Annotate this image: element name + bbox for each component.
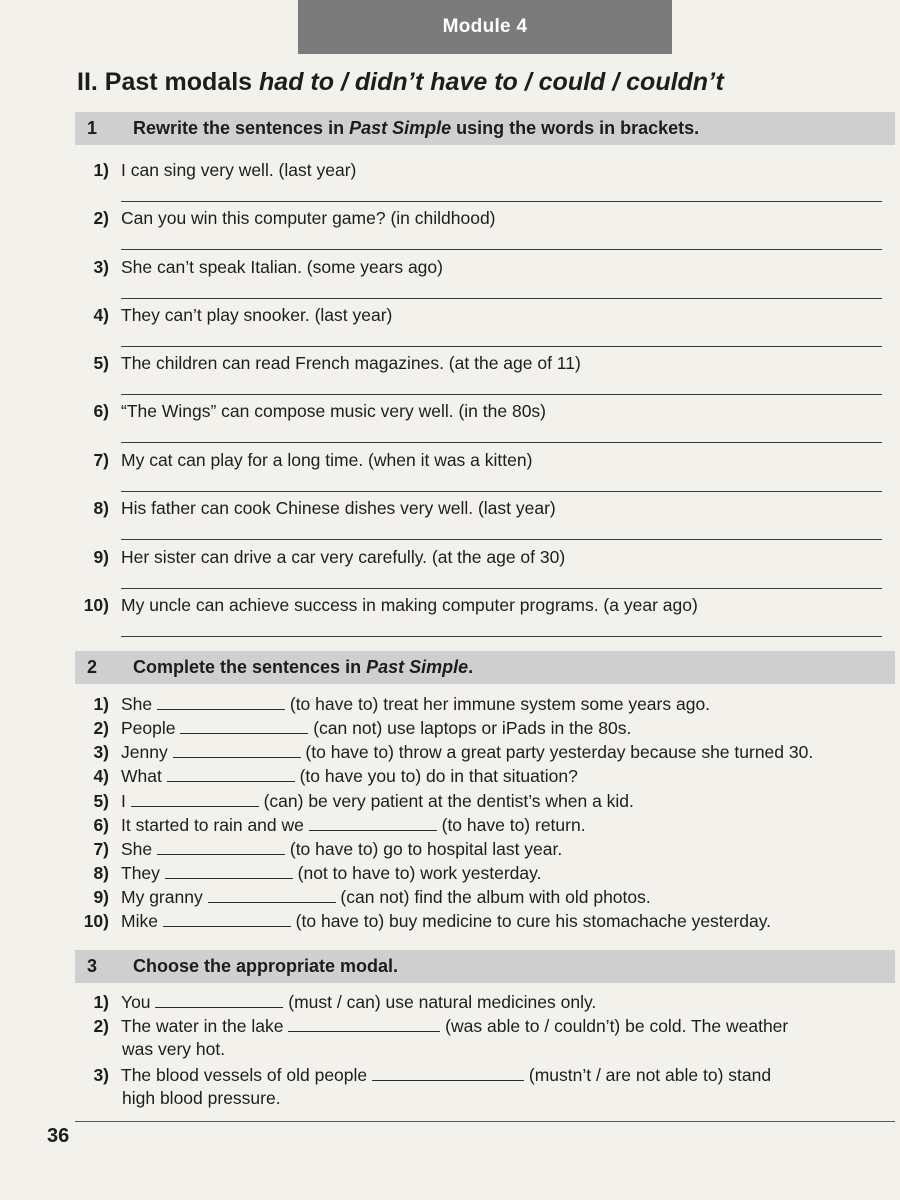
item-number: 9) — [93, 887, 109, 907]
task1-sentence — [76, 594, 890, 616]
item-number: 1) — [93, 992, 109, 1012]
sentence-start: I — [121, 791, 131, 811]
task1-sentence — [76, 400, 890, 422]
task2-sentence — [76, 741, 890, 763]
module-tab: Module 4 — [298, 0, 672, 54]
task2-sentence — [76, 862, 890, 884]
answer-blank[interactable] — [157, 693, 285, 710]
task3-sentence — [76, 1015, 890, 1037]
task1-sentence — [76, 352, 890, 374]
sentence-text: The children can read French magazines. (at the age of 11) — [121, 353, 581, 373]
task-2-header: 2 Complete the sentences in Past Simple. — [75, 651, 895, 684]
item-number: 1) — [93, 160, 109, 180]
sentence-start: My granny — [121, 887, 208, 907]
sentence-start: Jenny — [121, 742, 173, 762]
item-number: 7) — [93, 839, 109, 859]
task1-sentence — [76, 159, 890, 181]
item-number: 6) — [93, 815, 109, 835]
sentence-text: My uncle can achieve success in making computer programs. (a year ago) — [121, 595, 698, 615]
answer-blank[interactable] — [155, 991, 283, 1008]
answer-blank[interactable] — [309, 814, 437, 831]
task2-sentence — [76, 693, 890, 715]
answer-blank[interactable] — [288, 1015, 440, 1032]
sentence-start: You — [121, 992, 156, 1012]
sentence-start: Mike — [121, 911, 163, 931]
task2-sentence — [76, 765, 890, 787]
item-number: 2) — [93, 208, 109, 228]
item-number: 10) — [83, 911, 109, 931]
item-number: 3) — [93, 1065, 109, 1085]
task2-sentence — [76, 814, 890, 836]
task2-sentence — [76, 790, 890, 812]
task1-sentence — [76, 304, 890, 326]
answer-line[interactable] — [121, 201, 882, 202]
answer-line[interactable] — [121, 394, 882, 395]
answer-blank[interactable] — [372, 1064, 524, 1081]
task1-sentence — [76, 256, 890, 278]
sentence-end: (to have to) throw a great party yesterday because she turned 30. — [300, 742, 814, 762]
answer-blank[interactable] — [173, 741, 301, 758]
answer-blank[interactable] — [131, 790, 259, 807]
item-number: 7) — [93, 450, 109, 470]
sentence-start: They — [121, 863, 165, 883]
task2-sentence — [76, 910, 890, 932]
item-number: 1) — [93, 694, 109, 714]
sentence-continuation: was very hot. — [122, 1039, 226, 1059]
footer-rule — [75, 1121, 895, 1122]
sentence-end: (can) be very patient at the dentist’s when a kid. — [258, 791, 634, 811]
task3-sentence — [76, 991, 890, 1013]
sentence-text: They can’t play snooker. (last year) — [121, 305, 393, 325]
answer-line[interactable] — [121, 491, 882, 492]
answer-blank[interactable] — [167, 765, 295, 782]
answer-blank[interactable] — [157, 838, 285, 855]
task1-sentence — [76, 546, 890, 568]
sentence-start: The blood vessels of old people — [121, 1065, 372, 1085]
task3-sentence — [76, 1064, 890, 1086]
item-number: 8) — [93, 863, 109, 883]
sentence-start: It started to rain and we — [121, 815, 309, 835]
answer-line[interactable] — [121, 539, 882, 540]
task1-sentence — [76, 497, 890, 519]
sentence-text: “The Wings” can compose music very well. (in the 80s) — [121, 401, 546, 421]
sentence-start: She — [121, 694, 157, 714]
answer-line[interactable] — [121, 588, 882, 589]
sentence-end: (must / can) use natural medicines only. — [283, 992, 597, 1012]
sentence-start: She — [121, 839, 157, 859]
sentence-end: (to have to) go to hospital last year. — [285, 839, 563, 859]
sentence-text: His father can cook Chinese dishes very well. (last year) — [121, 498, 556, 518]
item-number: 3) — [93, 742, 109, 762]
sentence-continuation: high blood pressure. — [122, 1088, 281, 1108]
answer-line[interactable] — [121, 298, 882, 299]
sentence-text: My cat can play for a long time. (when it was a kitten) — [121, 450, 533, 470]
sentence-text: Her sister can drive a car very carefully. (at the age of 30) — [121, 547, 566, 567]
sentence-end: (can not) use laptops or iPads in the 80s. — [308, 718, 632, 738]
task1-sentence — [76, 207, 890, 229]
sentence-start: What — [121, 766, 167, 786]
item-number: 6) — [93, 401, 109, 421]
answer-blank[interactable] — [163, 910, 291, 927]
task2-sentence — [76, 886, 890, 908]
answer-blank[interactable] — [208, 886, 336, 903]
item-number: 10) — [83, 595, 109, 615]
task-1-header: 1 Rewrite the sentences in Past Simple using the words in brackets. — [75, 112, 895, 145]
sentence-start: The water in the lake — [121, 1016, 289, 1036]
sentence-end: (to have to) treat her immune system some years ago. — [285, 694, 711, 714]
task2-sentence — [76, 838, 890, 860]
sentence-end: (not to have to) work yesterday. — [292, 863, 542, 883]
answer-line[interactable] — [121, 346, 882, 347]
sentence-end: (to have to) return. — [436, 815, 586, 835]
task-3-header: 3 Choose the appropriate modal. — [75, 950, 895, 983]
sentence-end: (was able to / couldn’t) be cold. The weather — [440, 1016, 789, 1036]
item-number: 5) — [93, 353, 109, 373]
sentence-end: (can not) find the album with old photos. — [335, 887, 651, 907]
item-number: 2) — [93, 718, 109, 738]
answer-blank[interactable] — [165, 862, 293, 879]
item-number: 5) — [93, 791, 109, 811]
answer-line[interactable] — [121, 442, 882, 443]
item-number: 4) — [93, 766, 109, 786]
sentence-text: I can sing very well. (last year) — [121, 160, 357, 180]
sentence-end: (mustn’t / are not able to) stand — [524, 1065, 772, 1085]
sentence-text: She can’t speak Italian. (some years ago) — [121, 257, 443, 277]
item-number: 2) — [93, 1016, 109, 1036]
item-number: 8) — [93, 498, 109, 518]
answer-blank[interactable] — [180, 717, 308, 734]
task2-sentence — [76, 717, 890, 739]
section-title: II. Past modals had to / didn’t have to / could / couldn’t — [77, 68, 724, 96]
sentence-text: Can you win this computer game? (in childhood) — [121, 208, 496, 228]
sentence-start: People — [121, 718, 181, 738]
answer-line[interactable] — [121, 249, 882, 250]
sentence-end: (to have you to) do in that situation? — [294, 766, 578, 786]
item-number: 3) — [93, 257, 109, 277]
sentence-end: (to have to) buy medicine to cure his stomachache yesterday. — [290, 911, 772, 931]
item-number: 4) — [93, 305, 109, 325]
task1-sentence — [76, 449, 890, 471]
page-number: 36 — [47, 1125, 70, 1147]
answer-line[interactable] — [121, 636, 882, 637]
item-number: 9) — [93, 547, 109, 567]
